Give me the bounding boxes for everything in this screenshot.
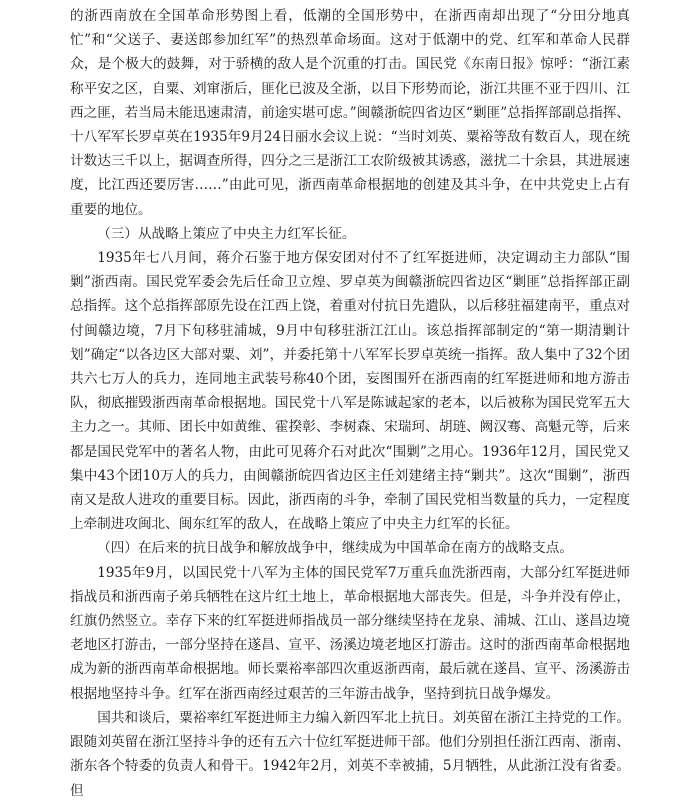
paragraph-1: 的浙西南放在全国革命形势图上看，低潮的全国形势中，在浙西南却出现了“分田分地真忙”和“父送子、妻送郎参加红军”的热烈革命场面。这对于低潮中的党、红军和革命人民群众，是个极大的鼓舞，对于骄横的敌人是个沉重的打击。国民党《东南日报》惊呼：“浙江素称平安之区，自粟、刘窜浙后，匪化已波及全浙，以目下形势而论，浙江共匪不亚于四川、江西之匪，若当局未能迅速肃清，前途实堪可虑。”闽赣浙皖四省边区“剿匪”总指挥部副总指挥、十八军军长罗卓英在1935年9月24日丽水会议上说：“当时刘英、粟裕等敌有数百人，现在统计数达三千以上，据调查所得，四分之三是浙江工农阶级被其诱惑，滋扰二十余县，其进展速度，比江西还要厉害……”由此可见，浙西南革命根据地的创建及其斗争，在中共党史上占有重要的地位。 — [70, 8, 630, 218]
section-heading-3: （三）从战略上策应了中央主力红军长征。 — [97, 225, 356, 242]
paragraph-2: 1935年七八月间，蒋介石鉴于地方保安团对付不了红军挺进师，决定调动主力部队“围剿”浙西南。国民党军委会先后任命卫立煌、罗卓英为闽赣浙皖四省边区“剿匪”总指挥部正副总指挥。这个总指挥部原先设在江西上饶，着重对付抗日先遣队，以后移驻福建南平，重点对付闽赣边境，7月下旬移驻浦城，9月中旬移驻浙江江山。该总指挥部制定的“第一期清剿计划”确定“以各边区大部对粟、刘”，并委托第十八军军长罗卓英统一指挥。敌人集中了32个团共六七万人的兵力，连同地主武装号称40个团，妄图围歼在浙西南的红军挺进师和地方游击队，彻底摧毁浙西南革命根据地。国民党十八军是陈诚起家的老本，以后被称为国民党军五大主力之一。其师、团长中如黄维、霍揆彰、李树森、宋瑞珂、胡琏、阙汉骞、高魁元等，后来都是国民党军中的著名人物，由此可见蒋介石对此次“围剿”之用心。1936年12月，国民党又集中43个团10万人的兵力，由闽赣浙皖四省边区主任刘建绪主持“剿共”。这次“围剿”，浙西南又是敌人进攻的重要目标。因此，浙西南的斗争，牵制了国民党相当数量的兵力，一定程度上牵制进攻闽北、闽东红军的敌人，在战略上策应了中央主力红军的长征。 — [70, 250, 630, 533]
section-heading-4: （四）在后来的抗日战争和解放战争中，继续成为中国革命在南方的战略支点。 — [97, 540, 573, 557]
paragraph-3: 1935年9月，以国民党十八军为主体的国民党军7万重兵血洗浙西南，大部分红军挺进师指战员和浙西南子弟兵牺牲在这片红土地上，革命根据地大部丧失。但是，斗争并没有停止，红旗仍然竖立。幸存下来的红军挺进师指战员一部分继续坚持在龙泉、浦城、江山、遂昌边境老地区打游击，一部分坚持在遂昌、宣平、汤溪边境老地区打游击。这时的浙西南革命根据地成为新的浙西南革命根据地。师长粟裕率部四次重返浙西南，最后就在遂昌、宣平、汤溪游击根据地坚持斗争。红军在浙西南经过艰苦的三年游击战争，坚持到抗日战争爆发。 — [70, 564, 630, 702]
paragraph-4: 国共和谈后，粟裕率红军挺进师主力编入新四军北上抗日。刘英留在浙江主持党的工作。跟随刘英留在浙江坚持斗争的还有五六十位红军挺进师干部。他们分别担任浙江西南、浙南、浙东各个特委的负责人和骨干。1942年2月，刘英不幸被捕，5月牺牲，从此浙江没有省委。但 — [70, 709, 630, 799]
document-page — [70, 4, 630, 803]
